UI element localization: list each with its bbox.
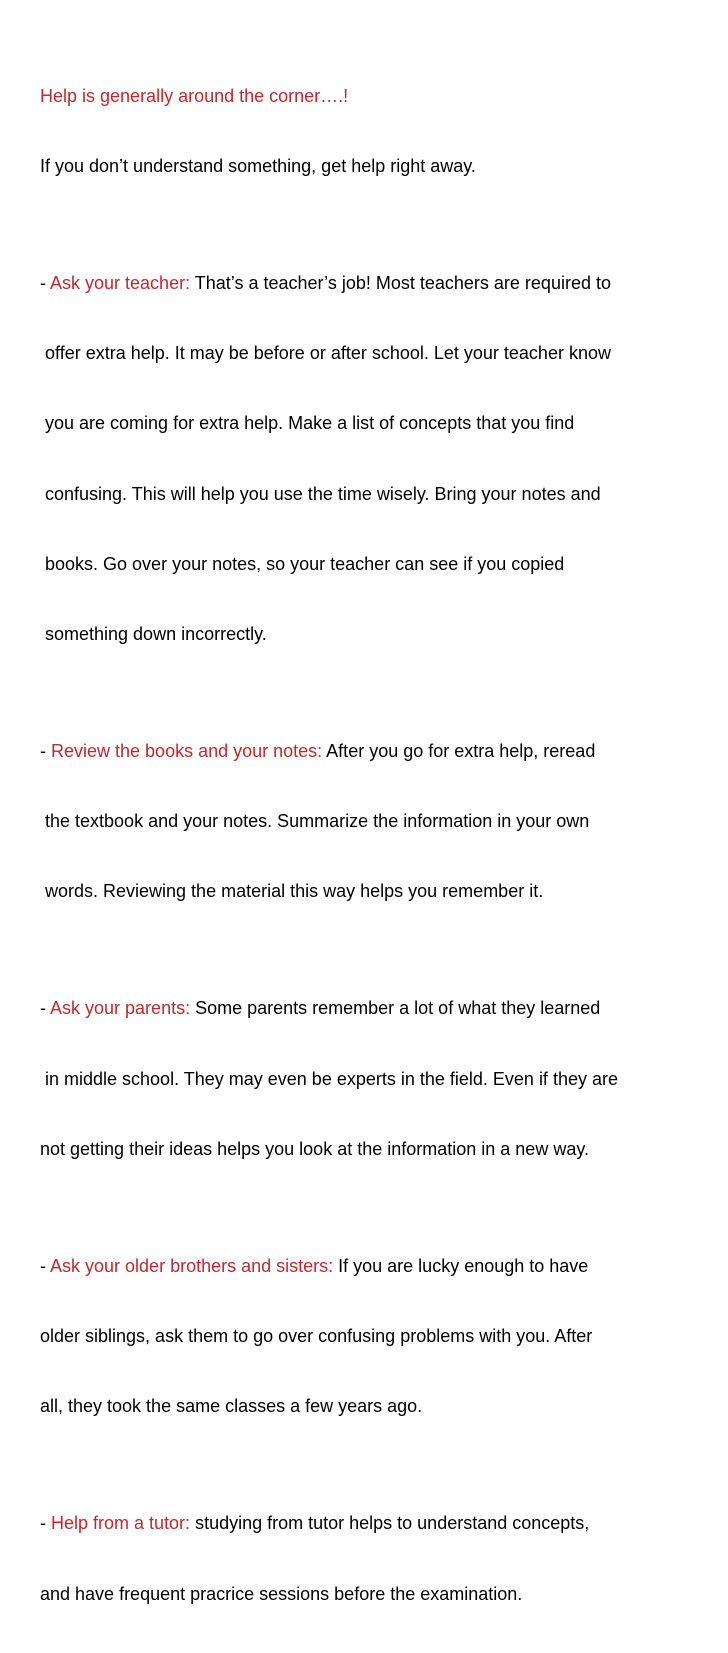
section-text: studying from tutor helps to understand concepts, — [190, 1513, 590, 1534]
section-parents-label: Ask your parents: — [50, 998, 191, 1019]
section-review-line-3: words. Reviewing the material this way helps you remember it. — [40, 881, 544, 902]
section-teacher-line-5: books. Go over your notes, so your teacher can see if you copied — [40, 553, 565, 574]
section-tutor-line-1 — [40, 1512, 728, 1535]
section-teacher-line-6: something down incorrectly. — [40, 624, 267, 645]
bullet-dash: - — [40, 273, 51, 294]
section-text: That’s a teacher’s job! Most teachers are required to — [190, 273, 611, 294]
bullet-dash: - — [40, 998, 51, 1019]
section-teacher-line-1 — [40, 272, 728, 295]
bullet-dash: - — [40, 741, 51, 762]
section-review-line-1 — [40, 740, 728, 763]
slide-body — [40, 38, 728, 1653]
intro-line: If you don’t understand something, get help right away. — [40, 156, 476, 177]
section-teacher-label: Ask your teacher: — [50, 273, 191, 294]
section-tutor-line-2: and have frequent pracrice sessions before the examination. — [40, 1583, 523, 1604]
section-parents-line-3: not getting their ideas helps you look at the information in a new way. — [40, 1138, 589, 1159]
section-text: Some parents remember a lot of what they learned — [190, 998, 601, 1019]
section-tutor-label: Help from a tutor: — [51, 1513, 191, 1534]
section-teacher-line-3: you are coming for extra help. Make a list of concepts that you find — [40, 413, 575, 434]
slide-heading: Help is generally around the corner….! — [40, 85, 349, 106]
section-parents-line-1 — [40, 997, 728, 1020]
section-review-line-2: the textbook and your notes. Summarize the information in your own — [40, 811, 590, 832]
section-siblings-line-2: older siblings, ask them to go over confusing problems with you. After — [40, 1326, 593, 1347]
section-teacher-line-2: offer extra help. It may be before or after school. Let your teacher know — [40, 343, 611, 364]
bullet-dash: - — [40, 1255, 51, 1276]
section-teacher-line-4: confusing. This will help you use the time wisely. Bring your notes and — [40, 483, 601, 504]
section-text: If you are lucky enough to have — [333, 1255, 589, 1276]
section-review-label: Review the books and your notes: — [51, 741, 323, 762]
section-siblings-line-3: all, they took the same classes a few years ago. — [40, 1396, 423, 1417]
section-siblings-label: Ask your older brothers and sisters: — [50, 1255, 334, 1276]
section-text: After you go for extra help, reread — [322, 741, 596, 762]
section-siblings-line-1 — [40, 1255, 728, 1278]
bullet-dash: - — [40, 1513, 51, 1534]
section-parents-line-2: in middle school. They may even be experts in the field. Even if they are — [40, 1068, 618, 1089]
